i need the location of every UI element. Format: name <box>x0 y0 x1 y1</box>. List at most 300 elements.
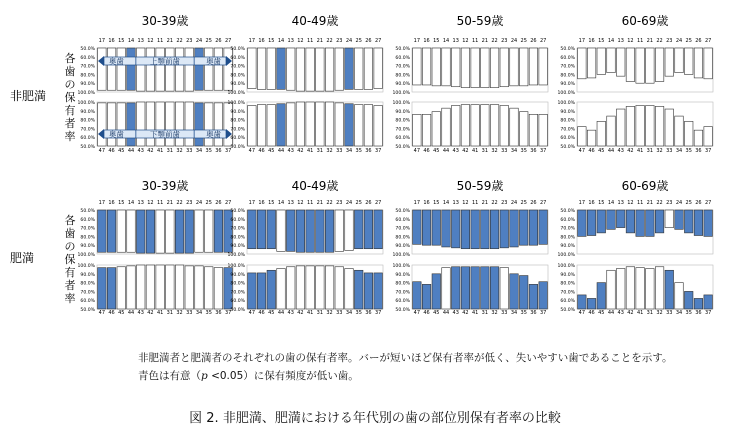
annotation-label-left: 奥歯 <box>108 130 124 139</box>
tooth-number: 44 <box>607 310 615 316</box>
tooth-number: 34 <box>345 148 353 154</box>
tooth-number: 44 <box>442 148 450 154</box>
lower-tooth-bar <box>146 102 155 146</box>
tooth-number: 12 <box>297 38 304 44</box>
upper-tooth-bar <box>519 210 528 245</box>
lower-tooth-bar <box>267 105 276 146</box>
vertical-label-char: の <box>64 78 76 91</box>
tooth-number: 25 <box>685 200 692 206</box>
upper-tooth-bar <box>117 210 126 252</box>
upper-tooth-bar <box>684 48 693 74</box>
vertical-label-char: 者 <box>64 279 76 292</box>
tooth-number: 27 <box>224 200 232 206</box>
upper-tooth-bar <box>345 210 354 250</box>
tooth-number: 16 <box>108 200 115 206</box>
tooth-number: 26 <box>530 200 537 206</box>
tooth-number: 22 <box>176 38 183 44</box>
upper-tooth-bar <box>204 210 213 252</box>
tooth-number: 13 <box>287 38 294 44</box>
upper-tooth-bar <box>529 48 538 85</box>
tooth-number: 21 <box>316 38 324 44</box>
upper-tooth-bar <box>510 210 519 247</box>
y-tick-label: 80.0% <box>560 73 575 79</box>
lower-tooth-bar <box>646 269 655 309</box>
y-tick-label: 60.0% <box>230 217 245 223</box>
tooth-number: 36 <box>365 310 372 316</box>
lower-tooth-bar <box>510 108 519 146</box>
lower-tooth-bar <box>175 265 184 309</box>
lower-tooth-bar <box>471 105 480 146</box>
tooth-number: 41 <box>471 148 479 154</box>
caption-line-2-a: 青色は有意（ <box>138 370 201 382</box>
tooth-number: 37 <box>539 310 547 316</box>
upper-tooth-bar <box>704 48 713 79</box>
tooth-number: 34 <box>345 310 353 316</box>
upper-tooth-bar <box>471 48 480 88</box>
tooth-number: 36 <box>530 148 537 154</box>
tooth-number: 23 <box>501 200 508 206</box>
upper-tooth-bar <box>626 210 635 233</box>
lower-tooth-bar <box>684 121 693 146</box>
y-tick-label: 70.0% <box>230 226 245 232</box>
lower-tooth-bar <box>146 265 155 309</box>
lower-tooth-bar <box>694 130 703 146</box>
tooth-number: 34 <box>195 310 203 316</box>
tooth-number: 34 <box>675 310 683 316</box>
tooth-number: 42 <box>462 148 469 154</box>
lower-tooth-bar <box>481 267 490 309</box>
y-tick-label: 60.0% <box>395 217 410 223</box>
tooth-number: 32 <box>656 148 663 154</box>
tooth-number: 47 <box>413 148 421 154</box>
tooth-number: 35 <box>205 148 212 154</box>
upper-tooth-bar <box>587 210 596 236</box>
tooth-number: 12 <box>627 38 634 44</box>
tooth-number: 33 <box>336 310 343 316</box>
upper-tooth-bar <box>185 210 194 253</box>
tooth-number: 25 <box>355 200 362 206</box>
lower-tooth-bar <box>277 269 286 309</box>
upper-tooth-bar <box>257 48 266 89</box>
tooth-number: 21 <box>646 38 654 44</box>
upper-tooth-bar <box>500 210 509 248</box>
y-tick-label: 70.0% <box>80 226 95 232</box>
tooth-number: 27 <box>704 200 712 206</box>
tooth-number: 12 <box>462 200 469 206</box>
upper-tooth-bar <box>490 210 499 249</box>
y-tick-label: 80.0% <box>560 118 575 124</box>
lower-tooth-bar <box>636 268 645 309</box>
upper-tooth-bar <box>354 210 363 249</box>
upper-tooth-bar <box>325 48 334 91</box>
upper-tooth-bar <box>107 48 116 90</box>
upper-tooth-bar <box>277 48 286 89</box>
y-tick-label: 100.0% <box>77 253 95 258</box>
tooth-number: 32 <box>326 148 333 154</box>
y-tick-label: 80.0% <box>230 281 245 287</box>
lower-tooth-bar <box>665 109 674 146</box>
vertical-label-char: 各 <box>64 52 76 65</box>
lower-tooth-bar <box>616 269 625 309</box>
tooth-number: 46 <box>588 148 595 154</box>
y-tick-label: 100.0% <box>227 264 245 269</box>
tooth-number: 44 <box>442 310 450 316</box>
y-tick-label: 60.0% <box>395 55 410 61</box>
y-tick-label: 100.0% <box>392 91 410 96</box>
upper-tooth-bar <box>597 48 606 74</box>
lower-tooth-bar <box>166 265 175 309</box>
y-tick-label: 60.0% <box>560 217 575 223</box>
tooth-number: 21 <box>166 200 174 206</box>
tooth-number: 21 <box>166 38 174 44</box>
tooth-number: 11 <box>636 38 644 44</box>
y-tick-label: 70.0% <box>560 127 575 133</box>
y-tick-label: 80.0% <box>560 281 575 287</box>
caption-line-2 <box>138 368 359 384</box>
tooth-number: 41 <box>156 310 164 316</box>
lower-tooth-bar <box>626 267 635 309</box>
tooth-number: 26 <box>215 200 222 206</box>
tooth-number: 22 <box>491 38 498 44</box>
lower-tooth-bar <box>704 127 713 146</box>
tooth-number: 27 <box>539 200 547 206</box>
lower-tooth-bar <box>185 266 194 309</box>
lower-tooth-bar <box>461 105 470 146</box>
tooth-number: 11 <box>156 38 164 44</box>
age-group-title: 50-59歳 <box>456 14 504 28</box>
tooth-number: 37 <box>374 310 382 316</box>
tooth-number: 45 <box>268 148 275 154</box>
y-tick-label: 80.0% <box>395 281 410 287</box>
upper-tooth-bar <box>616 48 625 76</box>
lower-tooth-bar <box>616 109 625 146</box>
y-tick-label: 70.0% <box>560 226 575 232</box>
lower-tooth-bar <box>646 106 655 146</box>
upper-tooth-bar <box>146 210 155 253</box>
upper-tooth-bar <box>616 210 625 228</box>
tooth-number: 43 <box>287 148 294 154</box>
lower-tooth-bar <box>107 268 116 309</box>
tooth-number: 43 <box>452 148 459 154</box>
upper-tooth-bar <box>578 48 587 79</box>
upper-tooth-bar <box>175 210 184 253</box>
tooth-number: 33 <box>666 310 673 316</box>
tooth-number: 42 <box>462 310 469 316</box>
lower-tooth-bar <box>655 106 664 146</box>
tooth-number: 31 <box>646 310 654 316</box>
lower-tooth-bar <box>107 103 116 146</box>
y-tick-label: 50.0% <box>80 209 95 214</box>
tooth-number: 45 <box>598 310 605 316</box>
y-tick-label: 80.0% <box>395 73 410 79</box>
lower-tooth-bar <box>136 265 145 309</box>
upper-tooth-bar <box>166 48 175 91</box>
y-tick-label: 100.0% <box>557 91 575 96</box>
lower-tooth-bar <box>597 283 606 309</box>
upper-tooth-bar <box>248 48 257 88</box>
tooth-number: 21 <box>316 200 324 206</box>
lower-tooth-bar <box>156 102 165 146</box>
tooth-number: 46 <box>423 310 430 316</box>
tooth-number: 17 <box>98 38 106 44</box>
tooth-number: 26 <box>365 38 372 44</box>
tooth-number: 15 <box>598 200 605 206</box>
lower-tooth-bar <box>175 102 184 146</box>
y-tick-label: 60.0% <box>560 299 575 305</box>
tooth-number: 26 <box>530 38 537 44</box>
tooth-number: 44 <box>277 310 285 316</box>
tooth-number: 32 <box>176 148 183 154</box>
y-tick-label: 70.0% <box>80 64 95 70</box>
lower-tooth-bar <box>354 270 363 309</box>
tooth-number: 24 <box>345 38 353 44</box>
upper-tooth-bar <box>345 48 354 89</box>
tooth-number: 47 <box>248 148 256 154</box>
tooth-number: 33 <box>336 148 343 154</box>
tooth-number: 25 <box>205 38 212 44</box>
tooth-number: 15 <box>268 38 275 44</box>
upper-tooth-bar <box>646 48 655 83</box>
tooth-number: 36 <box>215 148 222 154</box>
lower-tooth-bar <box>325 266 334 309</box>
lower-tooth-bar <box>607 270 616 309</box>
age-group-title: 40-49歳 <box>291 14 339 28</box>
tooth-number: 33 <box>666 148 673 154</box>
lower-tooth-bar <box>204 103 213 146</box>
vertical-label-char: 保 <box>64 253 76 266</box>
lower-tooth-bar <box>364 273 373 309</box>
tooth-number: 41 <box>636 148 644 154</box>
tooth-number: 14 <box>607 38 615 44</box>
lower-tooth-bar <box>471 267 480 309</box>
tooth-number: 47 <box>248 310 256 316</box>
upper-tooth-bar <box>636 48 645 83</box>
lower-tooth-bar <box>461 267 470 309</box>
upper-tooth-bar <box>665 210 674 228</box>
y-tick-label: 50.0% <box>230 47 245 52</box>
tooth-number: 43 <box>137 310 144 316</box>
tooth-number: 33 <box>501 148 508 154</box>
upper-tooth-bar <box>461 48 470 88</box>
tooth-number: 45 <box>268 310 275 316</box>
upper-tooth-bar <box>422 48 431 85</box>
y-tick-label: 100.0% <box>227 101 245 106</box>
tooth-number: 22 <box>326 38 333 44</box>
lower-tooth-bar <box>675 116 684 146</box>
lower-tooth-bar <box>442 108 451 146</box>
tooth-number: 43 <box>452 310 459 316</box>
y-tick-label: 50.0% <box>395 308 410 313</box>
upper-tooth-bar <box>175 48 184 91</box>
upper-tooth-bar <box>694 48 703 78</box>
y-tick-label: 50.0% <box>230 145 245 150</box>
y-tick-label: 50.0% <box>395 145 410 150</box>
upper-tooth-bar <box>296 210 305 252</box>
y-tick-label: 60.0% <box>80 136 95 142</box>
y-tick-label: 80.0% <box>395 235 410 241</box>
tooth-number: 35 <box>205 310 212 316</box>
tooth-number: 13 <box>617 200 624 206</box>
lower-tooth-bar <box>597 121 606 146</box>
tooth-number: 47 <box>413 310 421 316</box>
tooth-number: 32 <box>491 148 498 154</box>
tooth-number: 31 <box>316 310 324 316</box>
tooth-number: 31 <box>646 148 654 154</box>
vertical-label-char: 歯 <box>64 65 76 78</box>
lower-tooth-bar <box>248 106 257 146</box>
vertical-label-char: 率 <box>64 130 76 143</box>
upper-tooth-bar <box>214 48 223 90</box>
upper-tooth-bar <box>257 210 266 249</box>
y-tick-label: 80.0% <box>80 73 95 79</box>
tooth-number: 11 <box>471 38 479 44</box>
y-tick-label: 60.0% <box>80 217 95 223</box>
lower-tooth-bar <box>316 102 325 146</box>
tooth-number: 32 <box>656 310 663 316</box>
tooth-number: 35 <box>685 148 692 154</box>
upper-tooth-bar <box>335 48 344 90</box>
tooth-number: 17 <box>413 38 421 44</box>
lower-tooth-bar <box>345 269 354 309</box>
y-tick-label: 50.0% <box>230 209 245 214</box>
tooth-number: 15 <box>118 200 125 206</box>
upper-tooth-bar <box>422 210 431 245</box>
upper-tooth-bar <box>704 210 713 236</box>
tooth-number: 11 <box>471 200 479 206</box>
upper-tooth-bar <box>413 210 422 244</box>
tooth-number: 31 <box>481 148 489 154</box>
lower-tooth-bar <box>214 103 223 146</box>
lower-tooth-bar <box>510 274 519 309</box>
lower-tooth-bar <box>117 267 126 309</box>
upper-tooth-bar <box>451 48 460 87</box>
age-group-title: 50-59歳 <box>456 179 504 193</box>
y-tick-label: 60.0% <box>395 136 410 142</box>
y-tick-label: 60.0% <box>395 299 410 305</box>
tooth-number: 37 <box>539 148 547 154</box>
y-tick-label: 90.0% <box>560 244 575 250</box>
y-tick-label: 100.0% <box>392 264 410 269</box>
tooth-number: 36 <box>215 310 222 316</box>
lower-tooth-bar <box>490 105 499 146</box>
tooth-number: 27 <box>374 38 382 44</box>
y-tick-label: 70.0% <box>395 64 410 70</box>
y-tick-label: 70.0% <box>395 290 410 296</box>
tooth-number: 21 <box>646 200 654 206</box>
upper-tooth-bar <box>156 210 165 253</box>
tooth-number: 33 <box>501 310 508 316</box>
lower-tooth-bar <box>481 105 490 146</box>
y-tick-label: 50.0% <box>560 145 575 150</box>
tooth-number: 16 <box>588 38 595 44</box>
upper-tooth-bar <box>413 48 422 85</box>
upper-tooth-bar <box>607 210 616 229</box>
y-tick-label: 80.0% <box>395 118 410 124</box>
lower-tooth-bar <box>98 268 107 309</box>
lower-tooth-bar <box>587 298 596 309</box>
tooth-number: 23 <box>186 38 193 44</box>
annotation-label-right: 奥歯 <box>206 57 222 66</box>
vertical-label-char: の <box>64 240 76 253</box>
upper-tooth-bar <box>286 48 295 90</box>
lower-tooth-bar <box>539 114 548 146</box>
tooth-number: 36 <box>695 148 702 154</box>
tooth-number: 24 <box>675 200 683 206</box>
y-tick-label: 70.0% <box>230 290 245 296</box>
tooth-number: 47 <box>578 310 586 316</box>
tooth-number: 16 <box>423 38 430 44</box>
upper-tooth-bar <box>374 48 383 88</box>
y-tick-label: 90.0% <box>395 244 410 250</box>
tooth-number: 46 <box>258 148 265 154</box>
upper-tooth-bar <box>306 210 315 252</box>
tooth-number: 31 <box>166 310 174 316</box>
tooth-number: 12 <box>147 200 154 206</box>
lower-tooth-bar <box>156 265 165 309</box>
y-tick-label: 100.0% <box>77 101 95 106</box>
tooth-number: 15 <box>118 38 125 44</box>
tooth-number: 41 <box>306 310 314 316</box>
tooth-number: 15 <box>598 38 605 44</box>
upper-tooth-bar <box>636 210 645 236</box>
lower-tooth-bar <box>694 298 703 309</box>
upper-tooth-bar <box>277 210 286 251</box>
lower-tooth-bar <box>529 114 538 146</box>
tooth-number: 21 <box>481 200 489 206</box>
upper-tooth-bar <box>107 210 116 252</box>
tooth-number: 45 <box>118 148 125 154</box>
tooth-number: 37 <box>704 310 712 316</box>
annotation-label-center: 下顎前歯 <box>150 130 180 139</box>
tooth-number: 46 <box>108 310 115 316</box>
lower-tooth-bar <box>451 106 460 146</box>
upper-tooth-bar <box>248 210 257 249</box>
tooth-number: 44 <box>127 148 135 154</box>
upper-tooth-bar <box>481 210 490 249</box>
tooth-number: 16 <box>108 38 115 44</box>
lower-tooth-bar <box>248 273 257 309</box>
y-tick-label: 60.0% <box>230 136 245 142</box>
tooth-number: 26 <box>695 38 702 44</box>
tooth-number: 16 <box>423 200 430 206</box>
y-tick-label: 80.0% <box>230 235 245 241</box>
tooth-number: 11 <box>306 38 314 44</box>
lower-tooth-bar <box>185 102 194 146</box>
upper-tooth-bar <box>578 210 587 236</box>
tooth-number: 36 <box>695 310 702 316</box>
upper-tooth-bar <box>626 48 635 81</box>
tooth-number: 25 <box>685 38 692 44</box>
tooth-number: 35 <box>355 148 362 154</box>
lower-tooth-bar <box>257 273 266 309</box>
tooth-number: 27 <box>374 200 382 206</box>
annotation-label-left: 奥歯 <box>108 57 124 66</box>
lower-tooth-bar <box>374 106 383 146</box>
tooth-number: 41 <box>471 310 479 316</box>
upper-tooth-bar <box>127 210 136 252</box>
upper-tooth-bar <box>98 48 107 90</box>
age-group-title: 60-69歳 <box>621 179 669 193</box>
y-tick-label: 90.0% <box>80 244 95 250</box>
age-group-title: 30-39歳 <box>141 14 189 28</box>
tooth-number: 24 <box>195 38 203 44</box>
lower-tooth-bar <box>519 276 528 309</box>
tooth-number: 31 <box>316 148 324 154</box>
upper-tooth-bar <box>354 48 363 89</box>
age-group-title: 60-69歳 <box>621 14 669 28</box>
lower-tooth-bar <box>195 266 204 309</box>
tooth-number: 26 <box>695 200 702 206</box>
